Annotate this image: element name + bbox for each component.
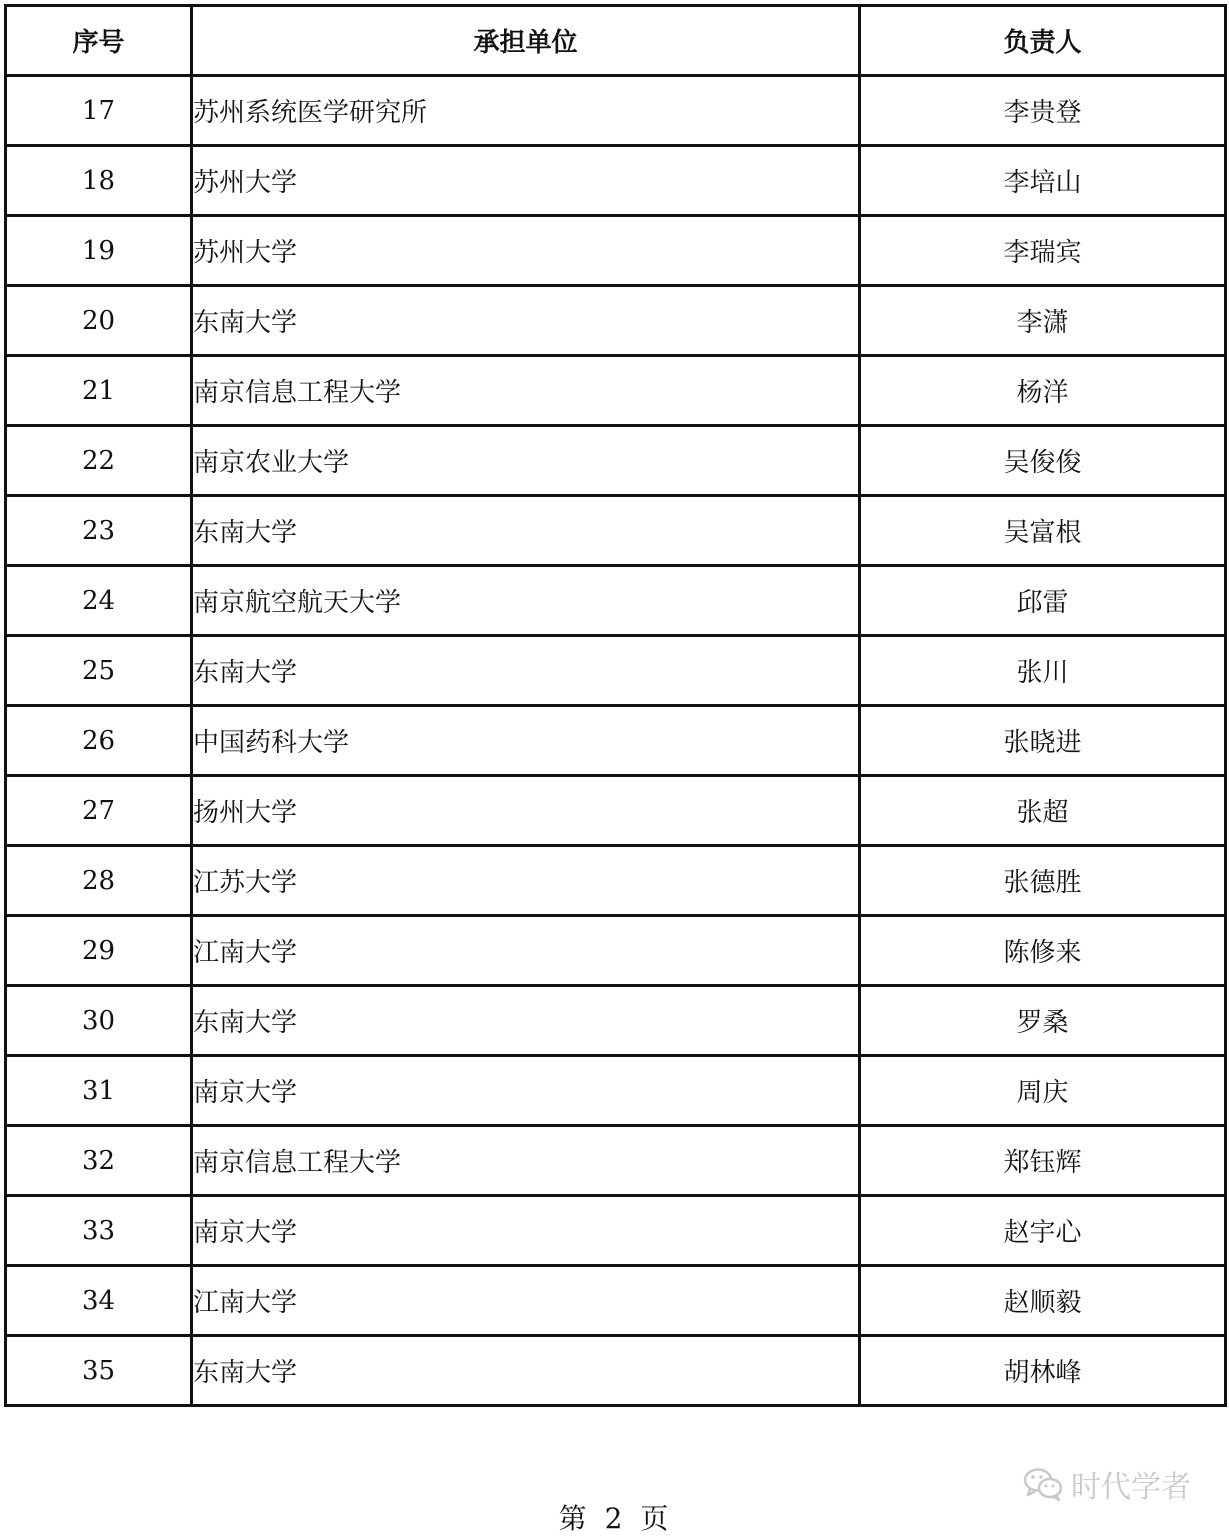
table-header-row — [6, 6, 1226, 76]
table-row — [6, 76, 1226, 146]
watermark-text: 时代学者 — [1071, 1470, 1191, 1505]
cell-undertaking-unit: 东南大学 — [192, 496, 860, 566]
table-row — [6, 286, 1226, 356]
footer-suffix: 页 — [640, 1502, 671, 1535]
cell-serial-number: 25 — [6, 636, 192, 706]
cell-person-in-charge: 赵宇心 — [860, 1196, 1226, 1266]
cell-serial-number: 19 — [6, 216, 192, 286]
cell-person-in-charge: 张晓进 — [860, 706, 1226, 776]
cell-undertaking-unit: 苏州系统医学研究所 — [192, 76, 860, 146]
cell-person-in-charge: 罗桑 — [860, 986, 1226, 1056]
cell-undertaking-unit: 苏州大学 — [192, 216, 860, 286]
cell-person-in-charge: 张德胜 — [860, 846, 1226, 916]
wechat-icon — [1023, 1467, 1063, 1501]
watermark — [1023, 1462, 1191, 1506]
cell-undertaking-unit: 中国药科大学 — [192, 706, 860, 776]
table-row — [6, 496, 1226, 566]
table-row — [6, 1056, 1226, 1126]
cell-undertaking-unit: 南京大学 — [192, 1056, 860, 1126]
cell-undertaking-unit: 南京大学 — [192, 1196, 860, 1266]
footer-page-number: 2 — [604, 1502, 625, 1535]
table-row — [6, 776, 1226, 846]
cell-undertaking-unit: 南京航空航天大学 — [192, 566, 860, 636]
cell-serial-number: 17 — [6, 76, 192, 146]
cell-undertaking-unit: 江南大学 — [192, 916, 860, 986]
cell-undertaking-unit: 扬州大学 — [192, 776, 860, 846]
cell-person-in-charge: 赵顺毅 — [860, 1266, 1226, 1336]
cell-undertaking-unit: 江南大学 — [192, 1266, 860, 1336]
cell-undertaking-unit: 东南大学 — [192, 1336, 860, 1406]
table-row — [6, 566, 1226, 636]
cell-undertaking-unit: 东南大学 — [192, 286, 860, 356]
table-row — [6, 426, 1226, 496]
cell-serial-number: 32 — [6, 1126, 192, 1196]
cell-undertaking-unit: 苏州大学 — [192, 146, 860, 216]
cell-serial-number: 30 — [6, 986, 192, 1056]
project-table — [4, 4, 1227, 1407]
cell-person-in-charge: 邱雷 — [860, 566, 1226, 636]
cell-serial-number: 35 — [6, 1336, 192, 1406]
table-row — [6, 706, 1226, 776]
cell-undertaking-unit: 东南大学 — [192, 986, 860, 1056]
table-row — [6, 1266, 1226, 1336]
cell-undertaking-unit: 江苏大学 — [192, 846, 860, 916]
cell-serial-number: 34 — [6, 1266, 192, 1336]
header-serial-number: 序号 — [6, 6, 192, 76]
cell-serial-number: 24 — [6, 566, 192, 636]
cell-serial-number: 29 — [6, 916, 192, 986]
cell-serial-number: 18 — [6, 146, 192, 216]
cell-serial-number: 31 — [6, 1056, 192, 1126]
footer-prefix: 第 — [558, 1502, 589, 1535]
cell-person-in-charge: 李贵登 — [860, 76, 1226, 146]
cell-person-in-charge: 张超 — [860, 776, 1226, 846]
table-row — [6, 916, 1226, 986]
table-row — [6, 1336, 1226, 1406]
cell-serial-number: 26 — [6, 706, 192, 776]
cell-undertaking-unit: 东南大学 — [192, 636, 860, 706]
cell-undertaking-unit: 南京信息工程大学 — [192, 356, 860, 426]
table-row — [6, 636, 1226, 706]
cell-person-in-charge: 吴俊俊 — [860, 426, 1226, 496]
cell-person-in-charge: 李潇 — [860, 286, 1226, 356]
cell-serial-number: 33 — [6, 1196, 192, 1266]
cell-person-in-charge: 胡林峰 — [860, 1336, 1226, 1406]
cell-serial-number: 21 — [6, 356, 192, 426]
table-row — [6, 146, 1226, 216]
table-row — [6, 356, 1226, 426]
cell-person-in-charge: 周庆 — [860, 1056, 1226, 1126]
cell-undertaking-unit: 南京信息工程大学 — [192, 1126, 860, 1196]
cell-serial-number: 23 — [6, 496, 192, 566]
table-row — [6, 986, 1226, 1056]
table-row — [6, 1196, 1226, 1266]
cell-undertaking-unit: 南京农业大学 — [192, 426, 860, 496]
table-row — [6, 846, 1226, 916]
table-row — [6, 1126, 1226, 1196]
table-body — [6, 76, 1226, 1406]
cell-serial-number: 28 — [6, 846, 192, 916]
cell-serial-number: 20 — [6, 286, 192, 356]
cell-person-in-charge: 陈修来 — [860, 916, 1226, 986]
cell-person-in-charge: 张川 — [860, 636, 1226, 706]
cell-serial-number: 22 — [6, 426, 192, 496]
header-person-in-charge: 负责人 — [860, 6, 1226, 76]
header-undertaking-unit: 承担单位 — [192, 6, 860, 76]
cell-person-in-charge: 李培山 — [860, 146, 1226, 216]
cell-person-in-charge: 郑钰辉 — [860, 1126, 1226, 1196]
cell-person-in-charge: 杨洋 — [860, 356, 1226, 426]
table-row — [6, 216, 1226, 286]
cell-person-in-charge: 吴富根 — [860, 496, 1226, 566]
cell-person-in-charge: 李瑞宾 — [860, 216, 1226, 286]
cell-serial-number: 27 — [6, 776, 192, 846]
